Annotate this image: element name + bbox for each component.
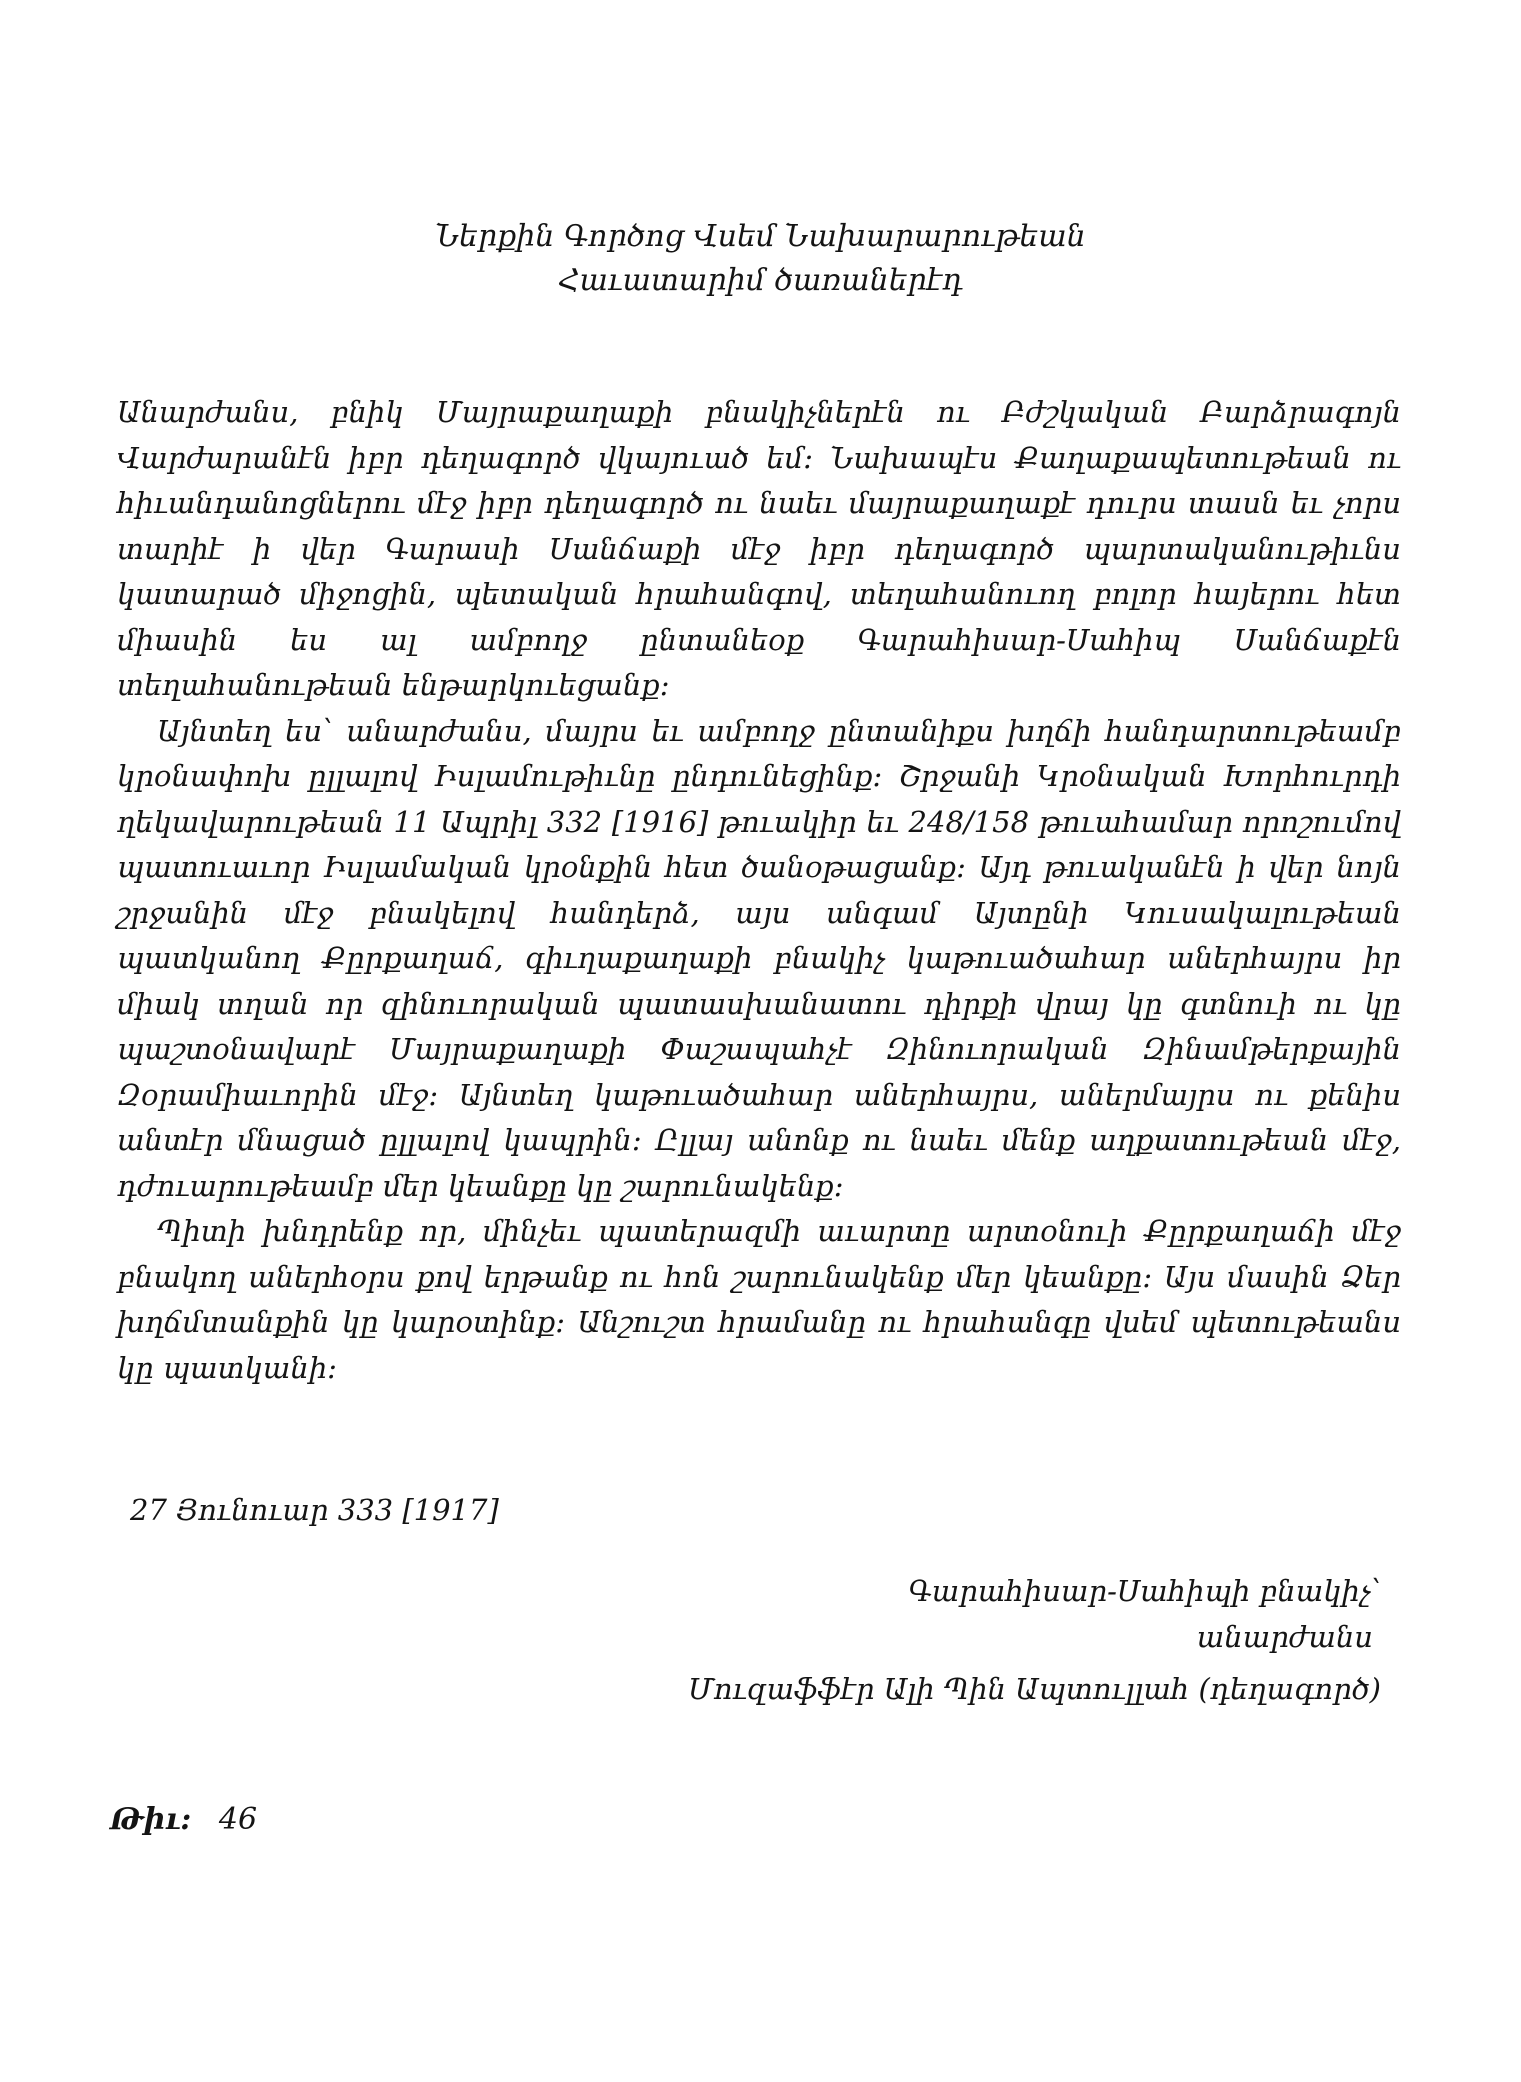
letter-date: 27 Յունուար 333 [1917] xyxy=(130,1493,499,1527)
letter-body xyxy=(117,390,1401,1391)
signature-line-2: անարժանս xyxy=(1196,1620,1373,1654)
signature-line-1: Գարահիսար-Սահիպի բնակիչ՝ xyxy=(908,1574,1381,1608)
body-paragraph-3: Պիտի խնդրենք որ, մինչեւ պատերազմի աւարտը արտօնուի Քըրքաղաճի մէջ բնակող աներհօրս քով երթանք ու հոն շարունակենք մեր կեանքը: Այս մասին Ձեր խղճմտանքին կը կարօտինք: Անշուշտ հրամանը ու հրահանգը վսեմ պետութեանս կը պատկանի: xyxy=(117,1214,1401,1385)
body-paragraph-2: Այնտեղ ես՝ անարժանս, մայրս եւ ամբողջ ընտանիքս խղճի հանդարտութեամբ կրօնափոխ ըլլալով Իսլամութիւնը ընդունեցինք: Շրջանի Կրօնական Խորհուրդի ղեկավարութեան 11 Ապրիլ 332 [1916] թուակիր եւ 248/158 թուահամար որոշումով պատուաւոր Իսլամական կրօնքին հետ ծանօթացանք: Այդ թուականէն ի վեր նոյն շրջանին մէջ բնակելով հանդերձ, այս անգամ Այտընի Կուսակալութեան պատկանող Քըրքաղաճ, գիւղաքաղաքի բնակիչ կաթուածահար աներհայրս իր միակ տղան որ զինուորական պատասխանատու դիրքի վրայ կը գտնուի ու կը պաշտօնավարէ Մայրաքաղաքի Փաշապահչէ Զինուորական Զինամթերքային Զօրամիաւորին մէջ: Այնտեղ կաթուածահար աներհայրս, աներմայրս ու քենիս անտէր մնացած ըլլալով կապրին: Ըլլայ անոնք ու նաեւ մենք աղքատութեան մէջ, դժուարութեամբ մեր կեանքը կը շարունակենք: xyxy=(117,713,1401,1203)
body-paragraph-1: Անարժանս, բնիկ Մայրաքաղաքի բնակիչներէն ու Բժշկական Բարձրագոյն Վարժարանէն իբր դեղագործ վկայուած եմ: Նախապէս Քաղաքապետութեան ու հիւանդանոցներու մէջ իբր դեղագործ ու նաեւ մայրաքաղաքէ դուրս տասն եւ չորս տարիէ ի վեր Գարասի Սանճաքի մէջ իբր դեղագործ պարտականութիւնս կատարած միջոցին, պետական հրահանգով, տեղահանուող բոլոր հայերու հետ միասին ես ալ ամբողջ ընտանեօք Գարահիսար-Սահիպ Սանճաքէն տեղահանութեան ենթարկուեցանք: xyxy=(117,395,1401,702)
document-heading xyxy=(0,215,1521,303)
document-number-value: 46 xyxy=(218,1802,258,1837)
heading-line-1: Ներքին Գործոց Վսեմ Նախարարութեան xyxy=(435,219,1086,254)
document-number xyxy=(110,1800,257,1840)
signature-name: Մուզաֆֆէր Ալի Պին Ապտուլլահ (դեղագործ) xyxy=(687,1672,1381,1706)
signature-block xyxy=(481,1568,1381,1712)
heading-line-2: Հաւատարիմ ծառաներէդ xyxy=(557,263,964,298)
document-number-label: Թիւ: xyxy=(110,1802,192,1837)
